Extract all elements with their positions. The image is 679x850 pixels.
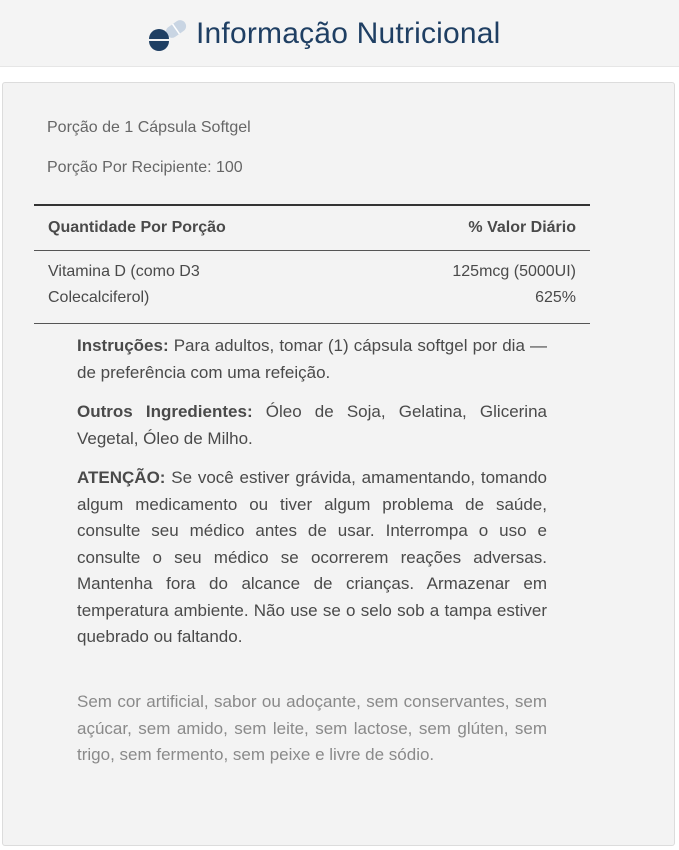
nutrient-name	[48, 259, 308, 311]
other-ingredients-paragraph	[77, 399, 547, 452]
nutrient-name-line1: Vitamina D (como D3	[48, 263, 200, 280]
warning-label: ATENÇÃO:	[77, 468, 166, 487]
nutrient-name-line2: Colecalciferol)	[48, 289, 150, 306]
servings-per-container: Porção Por Recipiente: 100	[47, 159, 243, 176]
other-ingredients-label: Outros Ingredientes:	[77, 402, 253, 421]
nutrition-table	[34, 204, 590, 324]
column-header-daily-value: % Valor Diário	[468, 219, 576, 236]
header-title-group	[147, 14, 501, 54]
nutrient-daily-value: 625%	[535, 289, 576, 306]
pill-icon	[147, 17, 187, 51]
instructions-text: Para adultos, tomar (1) cápsula softgel por dia — de preferência com uma refeição.	[77, 336, 547, 382]
other-ingredients-text: Óleo de Soja, Gelatina, Glicerina Vegetal, Óleo de Milho.	[77, 402, 547, 448]
nutrient-values	[452, 259, 576, 311]
nutrient-amount: 125mcg (5000UI)	[452, 263, 576, 280]
warning-text: Se você estiver grávida, amamentando, tomando algum medicamento ou tiver algum problema de saúde, consulte seu médico antes de usar. Interrompa o uso e consulte o seu médico se ocorrerem reações adversas. Mantenha fora do alcance de crianças. Armazenar em temperatura ambiente. Não use se o selo sob a tampa estiver quebrado ou faltando.	[77, 468, 547, 646]
column-header-amount: Quantidade Por Porção	[48, 219, 226, 236]
nutrition-panel	[2, 82, 675, 846]
page-title: Informação Nutricional	[196, 17, 501, 50]
table-row	[34, 251, 590, 323]
header-bar	[0, 0, 679, 67]
warning-paragraph	[77, 465, 547, 651]
free-from-paragraph: Sem cor artificial, sabor ou adoçante, sem conservantes, sem açúcar, sem amido, sem leite, sem lactose, sem glúten, sem trigo, sem fermento, sem peixe e livre de sódio.	[77, 692, 547, 764]
table-header	[34, 206, 590, 251]
serving-size: Porção de 1 Cápsula Softgel	[47, 119, 251, 136]
instructions-paragraph	[77, 333, 547, 386]
instructions-label: Instruções:	[77, 336, 169, 355]
